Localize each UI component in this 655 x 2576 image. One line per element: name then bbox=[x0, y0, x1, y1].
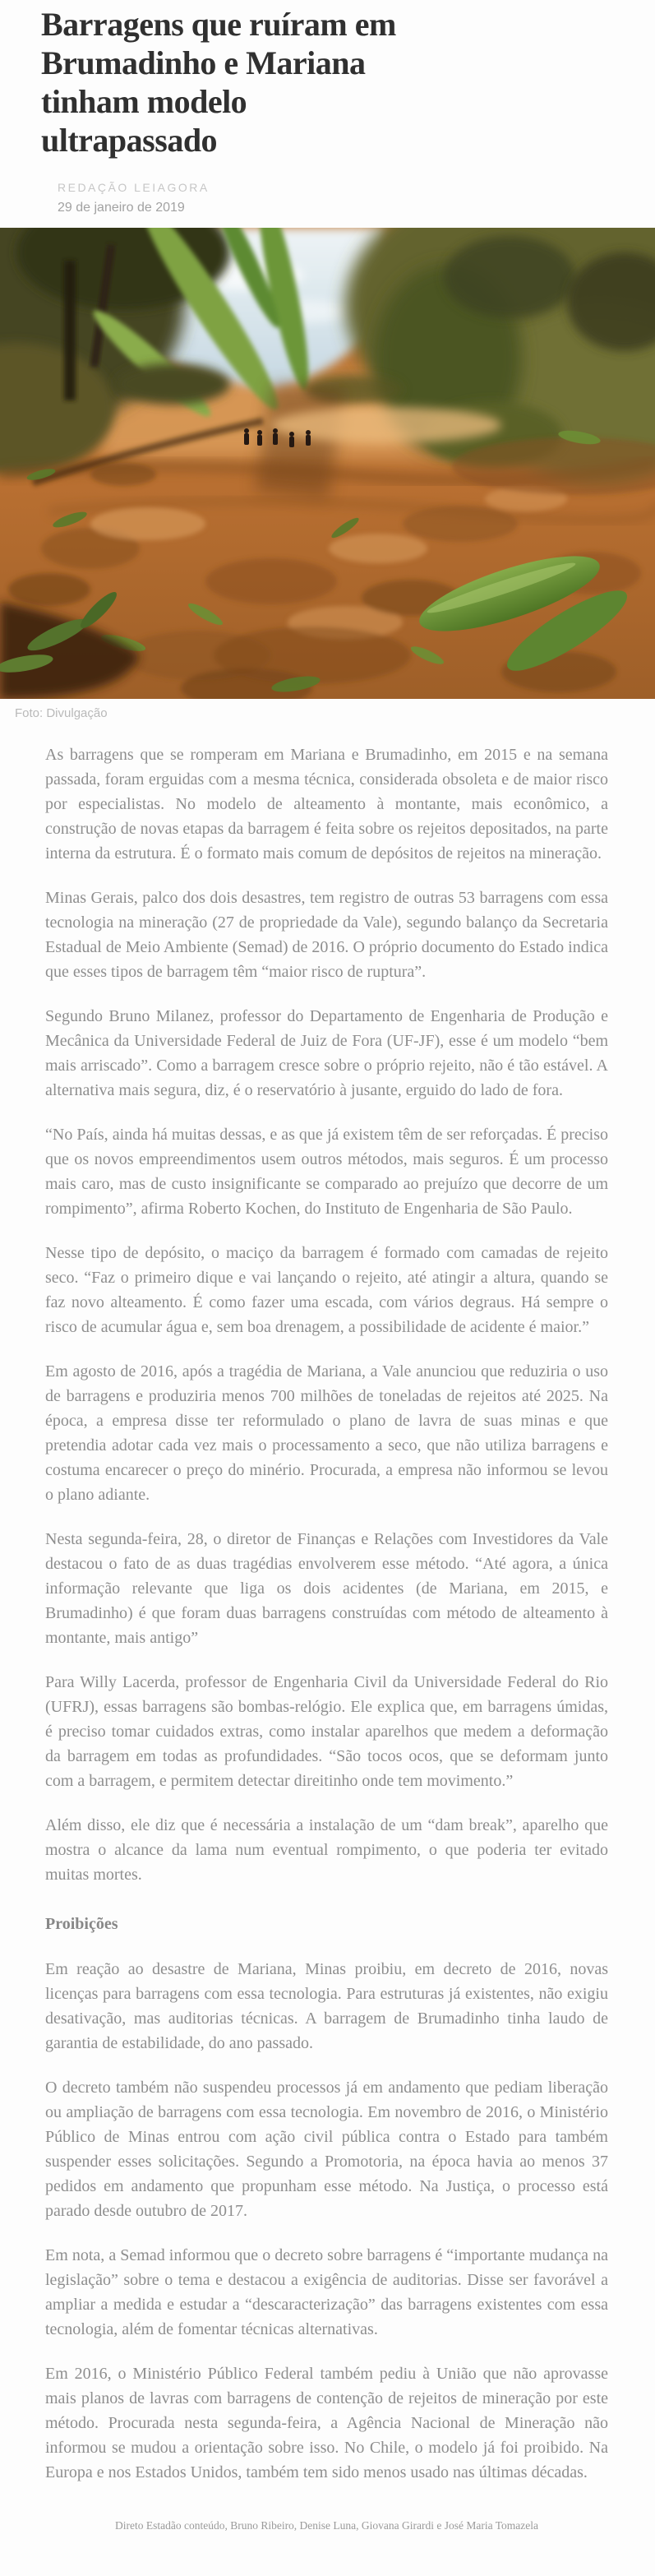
article-paragraph: Nesta segunda-feira, 28, o diretor de Finanças e Relações com Investidores da Vale destacou o fato de as duas tragédias envolverem esse método. “Até agora, a única informação relevante que liga os dois acidentes (de Mariana, em 2015, e Brumadinho) é que foram duas barragens construídas com método de alteamento à montante, mais antigo” bbox=[45, 1530, 608, 1647]
article-paragraph: Além disso, ele diz que é necessária a instalação de um “dam break”, aparelho que mostra o alcance da lama num eventual rompimento, o que poderia ter evitado muitas mortes. bbox=[45, 1816, 608, 1884]
article-paragraph: Para Willy Lacerda, professor de Engenharia Civil da Universidade Federal do Rio (UFRJ), essas barragens são bombas-relógio. Ele explica que, em barragens úmidas, é preciso tomar cuidados extras, como instalar aparelhos que medem a deformação da barragem em todas as profundidades. “São tocos ocos, que se deformam junto com a barragem, e permitem detectar direitinho onde tem movimento.” bbox=[45, 1673, 608, 1790]
photo-caption: Foto: Divulgação bbox=[15, 706, 108, 720]
article-page bbox=[0, 5, 655, 2576]
article-paragraph: Em agosto de 2016, após a tragédia de Mariana, a Vale anunciou que reduziria o uso de barragens e produziria menos 700 milhões de toneladas de rejeitos até 2025. Na época, a empresa disse ter reformulado o plano de lavra de suas minas e que pretendia adotar cada vez mais o processamento a seco, que não utiliza barragens e costuma encarecer o preço do minério. Procurada, a empresa não informou se levou o plano adiante. bbox=[45, 1362, 608, 1504]
article-paragraph: Em 2016, o Ministério Público Federal também pediu à União que não aprovasse mais planos de lavras com barragens de contenção de rejeitos de mineração por este método. Procurada nesta segunda-feira, a Agência Nacional de Mineração não informou se mudou a orientação sobre isso. No Chile, o modelo já foi proibido. Na Europa e nos Estados Unidos, também tem sido menos usado nas últimas décadas. bbox=[45, 2365, 608, 2481]
page-title: Barragens que ruíram em Brumadinho e Mariana tinham modelo ultrapassado bbox=[41, 6, 396, 159]
article-credits: Direto Estadão conteúdo, Bruno Ribeiro, Denise Luna, Giovana Girardi e José Maria Tomazela bbox=[114, 2519, 539, 2532]
article-paragraph: Em nota, a Semad informou que o decreto sobre barragens é “importante mudança na legislação” sobre o tema e destacou a exigência de auditorias. Disse ser favorável a ampliar a medida e estudar a “descaracterização” das barragens existentes com essa tecnologia, além de fomentar técnicas alternativas. bbox=[45, 2246, 608, 2338]
byline: REDAÇÃO LEIAGORA bbox=[58, 181, 210, 194]
article-paragraph: Em reação ao desastre de Mariana, Minas proibiu, em decreto de 2016, novas licenças para barragens com essa tecnologia. Para estruturas já existentes, não exigiu desativação, mas auditorias técnicas. A barragem de Brumadinho tinha laudo de garantia de estabilidade, do ano passado. bbox=[45, 1960, 608, 2052]
article-paragraph: Nesse tipo de depósito, o maciço da barragem é formado com camadas de rejeito seco. “Faz o primeiro dique e vai lançando o rejeito, até atingir a altura, quando se faz novo alteamento. É como fazer uma escada, com vários degraus. Há sempre o risco de acumular água e, sem boa drenagem, a possibilidade de acidente é maior.” bbox=[45, 1244, 608, 1336]
article-photo bbox=[0, 228, 655, 699]
article-paragraph: O decreto também não suspendeu processos já em andamento que pediam liberação ou ampliação de barragens com essa tecnologia. Em novembro de 2016, o Ministério Público de Minas entrou com ação civil pública contra o Estado para também suspender esses solicitações. Segundo a Promotoria, na época havia ao menos 37 pedidos em andamento que propunham esse método. Na Justiça, o processo está parado desde outubro de 2017. bbox=[45, 2079, 608, 2220]
publish-date: 29 de janeiro de 2019 bbox=[58, 201, 185, 215]
article-body bbox=[45, 742, 608, 2532]
section-subheading: Proibições bbox=[45, 1915, 118, 1933]
article-paragraph: Minas Gerais, palco dos dois desastres, tem registro de outras 53 barragens com essa tecnologia na mineração (27 de propriedade da Vale), segundo balanço da Secretaria Estadual de Meio Ambiente (Semad) de 2016. O próprio documento do Estado indica que esses tipos de barragem têm “maior risco de ruptura”. bbox=[45, 889, 608, 981]
article-paragraph: Segundo Bruno Milanez, professor do Departamento de Engenharia de Produção e Mecânica da Universidade Federal de Juiz de Fora (UF-JF), esse é um modelo “bem mais arriscado”. Como a barragem cresce sobre o próprio rejeito, não é tão estável. A alternativa mais segura, diz, é o reservatório à jusante, erguido do lado de fora. bbox=[45, 1007, 608, 1099]
article-paragraph: “No País, ainda há muitas dessas, e as que já existem têm de ser reforçadas. É preciso que os novos empreendimentos usem outros métodos, mais seguros. É um processo mais caro, mas de custo insignificante se comparado ao prejuízo que decorre de um rompimento”, afirma Roberto Kochen, do Instituto de Engenharia de São Paulo. bbox=[45, 1126, 608, 1218]
article-paragraph: As barragens que se romperam em Mariana e Brumadinho, em 2015 e na semana passada, foram erguidas com a mesma técnica, considerada obsoleta e de maior risco por especialistas. No modelo de alteamento à montante, mais econômico, a construção de novas etapas da barragem é feita sobre os rejeitos depositados, na parte interna da estrutura. É o formato mais comum de depósitos de rejeitos na mineração. bbox=[45, 746, 608, 863]
flood-photo-illustration bbox=[0, 228, 655, 699]
